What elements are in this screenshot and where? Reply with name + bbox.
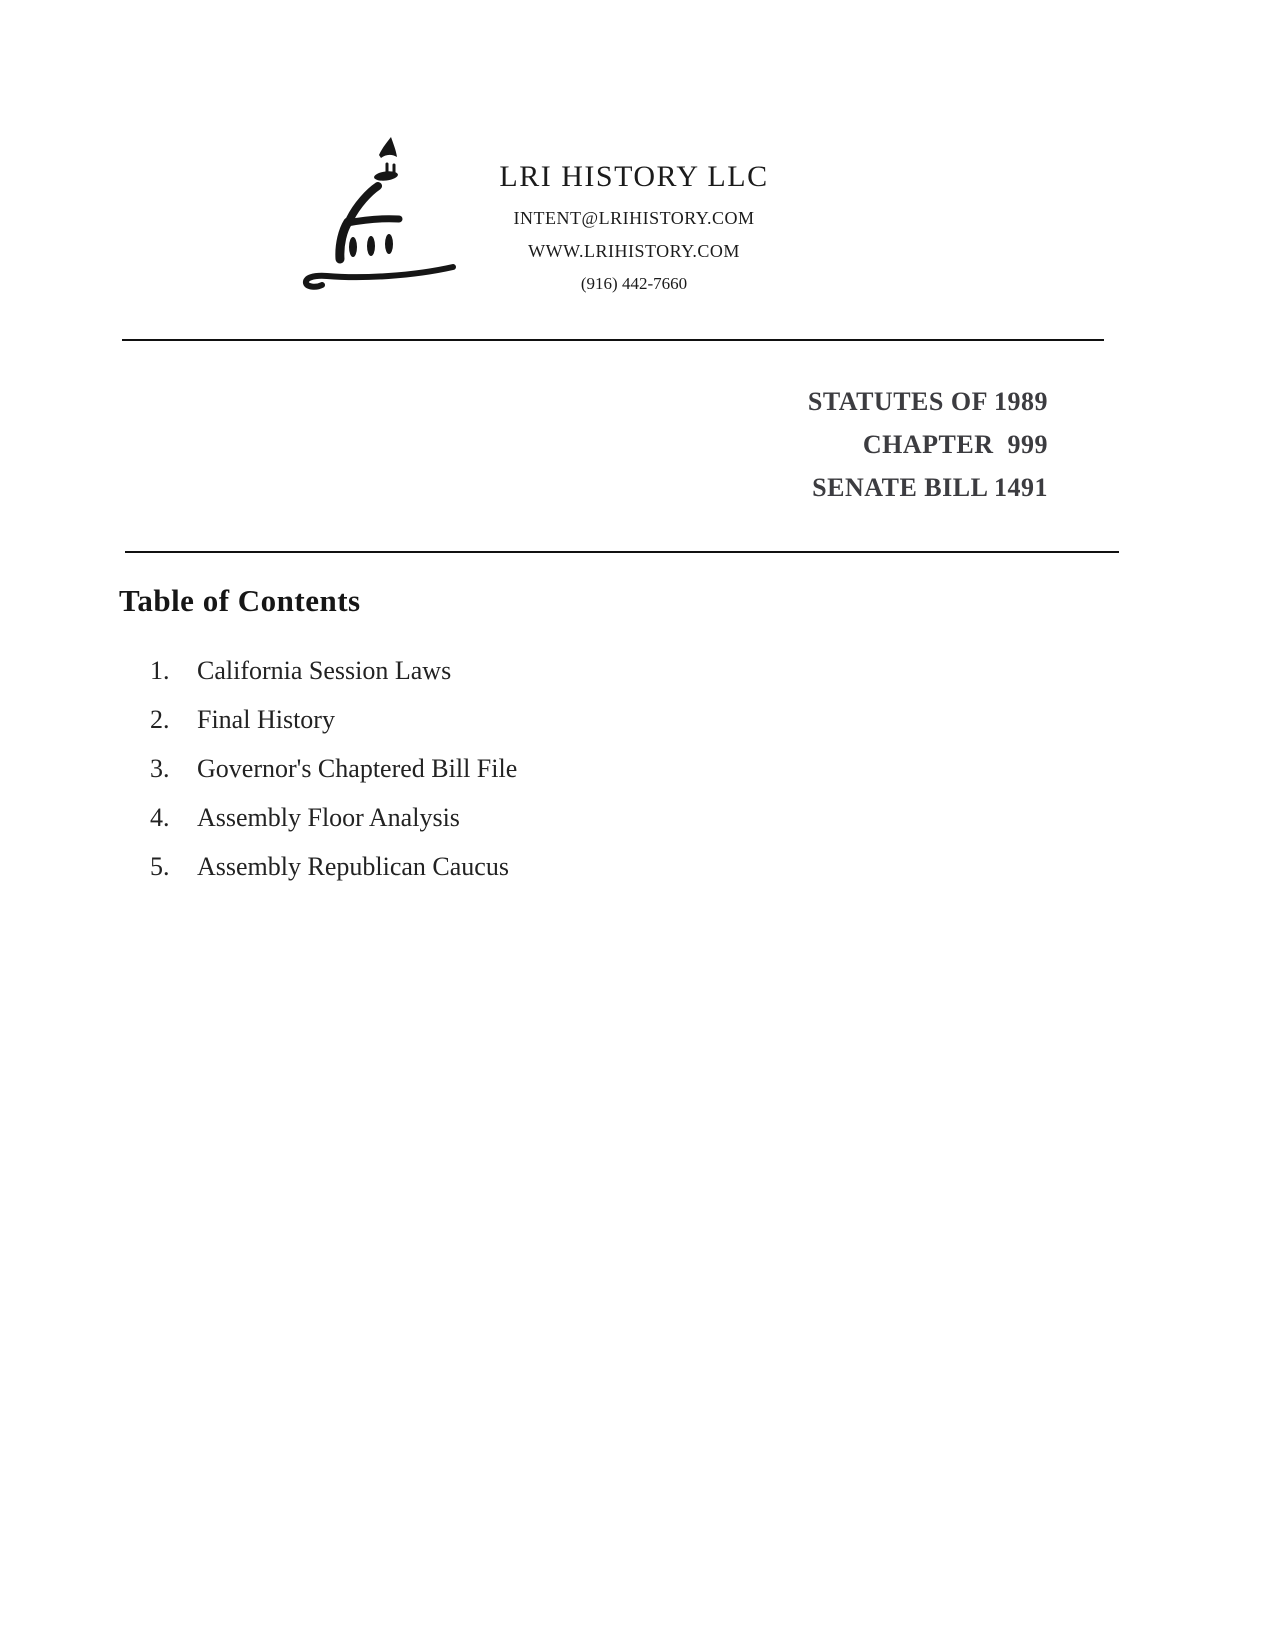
toc-item-label: California Session Laws: [197, 656, 452, 685]
contact-block: [448, 160, 820, 294]
toc-item-number: 3.: [150, 754, 170, 783]
senate-bill-line: SENATE BILL 1491: [812, 473, 1048, 502]
toc-item-label: Final History: [197, 705, 335, 734]
divider-top: [122, 339, 1104, 341]
chapter-line: CHAPTER 999: [862, 430, 1048, 459]
toc-item-number: 2.: [150, 705, 170, 734]
company-name: LRI HISTORY LLC: [499, 160, 769, 193]
statutes-line: STATUTES OF 1989: [807, 387, 1048, 416]
toc-item: [119, 754, 1099, 784]
toc-item: [119, 852, 1099, 882]
toc-item: [119, 656, 1099, 686]
toc-item-number: 1.: [150, 656, 170, 685]
divider-bottom: [125, 551, 1119, 553]
website-url: WWW.LRIHISTORY.COM: [528, 241, 740, 261]
phone-number: (916) 442-7660: [580, 274, 688, 293]
toc-item-label: Governor's Chaptered Bill File: [197, 754, 518, 783]
toc-item: [119, 803, 1099, 833]
toc-item-number: 5.: [150, 852, 170, 881]
table-of-contents: [119, 583, 1099, 901]
email-address: INTENT@LRIHISTORY.COM: [513, 208, 755, 228]
toc-item-label: Assembly Republican Caucus: [197, 852, 509, 881]
bill-reference-block: [808, 380, 1048, 509]
toc-item-number: 4.: [150, 803, 170, 832]
toc-item-label: Assembly Floor Analysis: [197, 803, 460, 832]
toc-list: [119, 656, 1099, 882]
toc-item: [119, 705, 1099, 735]
toc-title: Table of Contents: [119, 583, 361, 618]
